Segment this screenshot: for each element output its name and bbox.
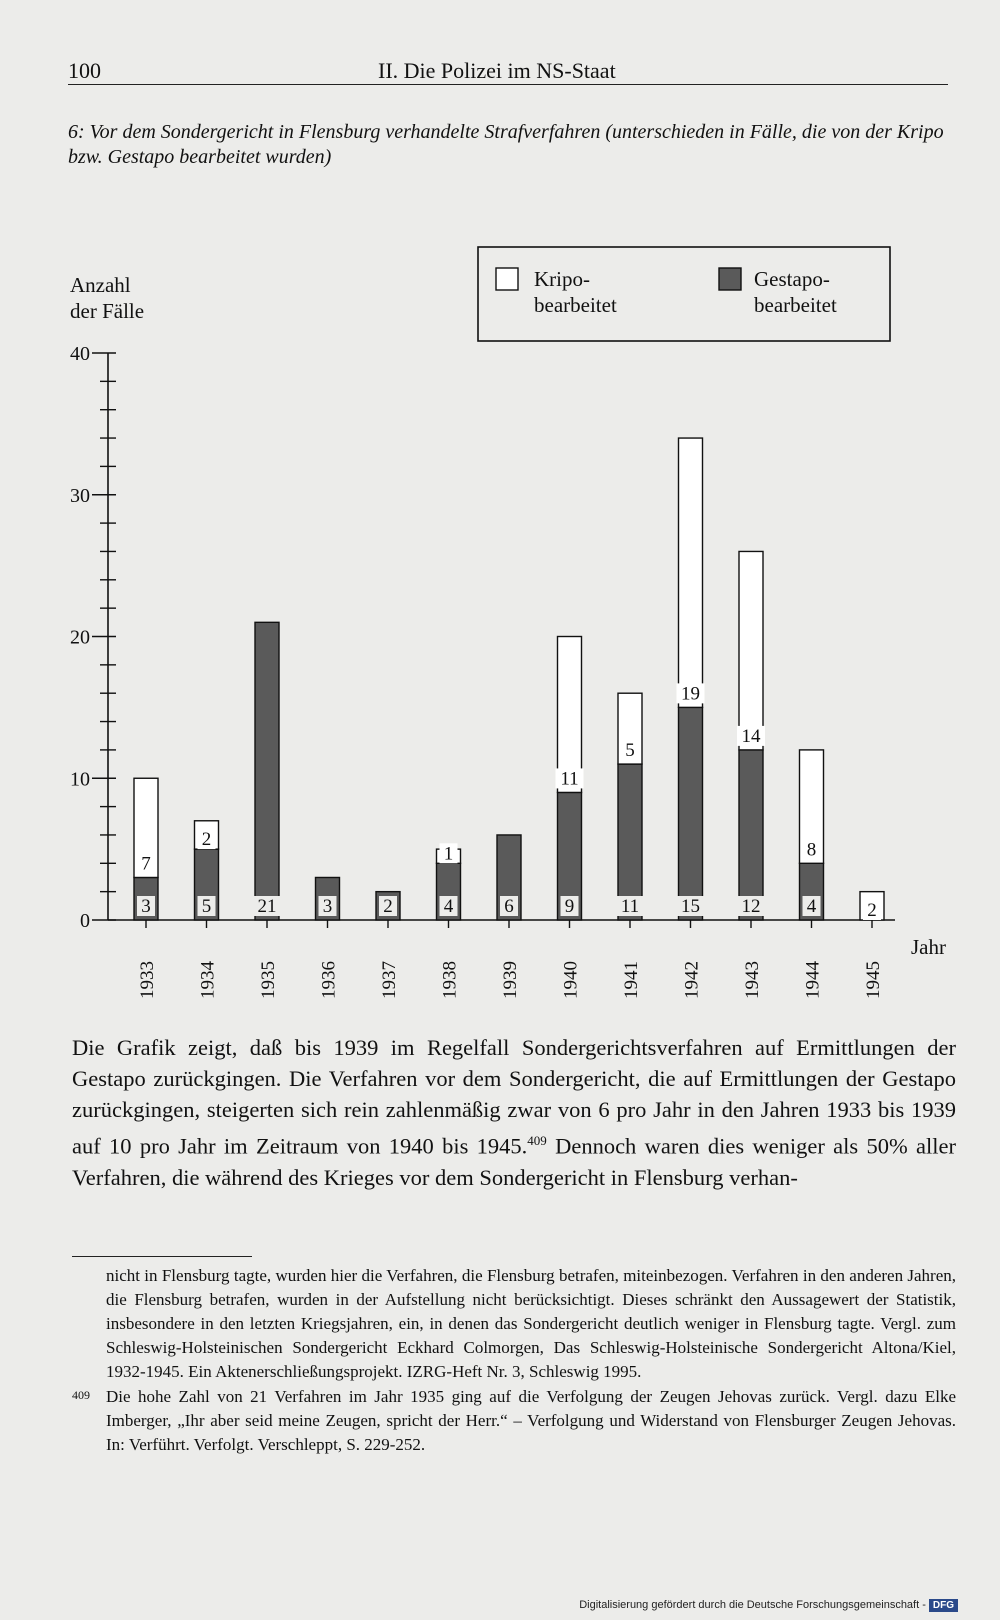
footnotes — [72, 1264, 956, 1457]
footnote-continuation: nicht in Flensburg tagte, wurden hier die Verfahren, die Flensburg betrafen, miteinbezogen. Verfahren in den anderen Jahren, die Flensburg betrafen, wurden in der Aufstellung nicht berücksichtigt. Dieses schränkt den Aussagewert der Statistik, insbesondere in den letzten Kriegsjahren, ein, in denen das Sondergericht deutlich weniger in Flensburg tagte. Vergl. zum Schleswig-Holsteinischen Sondergericht Eckhard Colmorgen, Das Schleswig-Holsteinische Sondergericht Altona/Kiel, 1932-1945. Ein Aktenerschließungsprojekt. IZRG-Heft Nr. 3, Schleswig 1995. — [106, 1266, 956, 1381]
data-label-gestapo-1943: 12 — [741, 896, 761, 917]
figure-caption-text: 6: Vor dem Sondergericht in Flensburg verhandelte Strafverfahren (unterschieden in Fälle, die von der Kripo bzw. Gestapo bearbeitet wurden) — [68, 121, 944, 168]
data-label-gestapo-1935: 21 — [257, 896, 277, 917]
x-tick-label-1941: 1941 — [621, 961, 642, 999]
x-tick-label-1936: 1936 — [318, 961, 340, 999]
running-title: II. Die Polizei im NS-Staat — [378, 58, 616, 83]
y-tick-label: 10 — [70, 768, 90, 791]
x-tick-label-1934: 1934 — [197, 961, 219, 999]
data-label-kripo-1945: 2 — [867, 900, 877, 921]
footnote-409 — [72, 1385, 956, 1457]
data-label-gestapo-1942: 15 — [681, 896, 700, 917]
x-tick-label-1939: 1939 — [500, 961, 521, 999]
y-tick-label: 20 — [70, 626, 90, 649]
legend-label-kripo-line1: Kripo- — [534, 267, 590, 291]
x-tick-label-1938: 1938 — [439, 961, 461, 999]
data-label-gestapo-1939: 6 — [504, 896, 514, 917]
body-paragraph — [72, 1032, 956, 1193]
bar-gestapo-1935 — [255, 622, 279, 920]
dfg-logo: DFG — [929, 1599, 958, 1612]
data-label-gestapo-1933: 3 — [141, 896, 151, 917]
x-tick-label-1945: 1945 — [863, 961, 884, 999]
x-tick-label-1942: 1942 — [681, 961, 703, 999]
data-label-gestapo-1938: 4 — [443, 896, 454, 917]
x-tick-label-1935: 1935 — [258, 961, 279, 999]
data-label-gestapo-1944: 4 — [806, 896, 817, 917]
bar-gestapo-1942 — [679, 707, 703, 920]
data-label-gestapo-1937: 2 — [383, 896, 393, 917]
bar-gestapo-1943 — [739, 750, 763, 920]
data-label-gestapo-1940: 9 — [564, 896, 575, 917]
digitization-note-text: Digitalisierung gefördert durch die Deutsche Forschungsgemeinschaft - — [579, 1599, 926, 1611]
legend-label-gestapo-line1: Gestapo- — [754, 267, 830, 291]
x-tick-label-1943: 1943 — [742, 961, 763, 999]
data-label-gestapo-1934: 5 — [201, 896, 212, 917]
bar-kripo-1942 — [679, 438, 703, 707]
y-tick-label: 40 — [70, 343, 90, 365]
bar-kripo-1943 — [739, 551, 763, 749]
x-axis-title: Jahr — [911, 935, 946, 959]
data-label-kripo-1938: 1 — [443, 843, 454, 865]
x-tick-label-1940: 1940 — [560, 961, 582, 999]
footnote-409-number: 409 — [72, 1388, 90, 1402]
body-paragraph-continuation: Dennoch waren dies weniger als 50% aller Verfahren, die während des Krieges vor dem Sondergericht in Flensburg verhan- — [72, 1133, 956, 1190]
data-label-kripo-1943: 14 — [741, 725, 761, 747]
footnote-rule — [72, 1256, 252, 1257]
digitization-note — [579, 1599, 958, 1612]
legend-label-kripo-line2: bearbeitet — [534, 293, 617, 317]
data-label-gestapo-1941: 11 — [620, 896, 640, 917]
body-paragraph-text: Die Grafik zeigt, daß bis 1939 im Regelfall Sondergerichtsverfahren auf Ermittlungen der Gestapo zurückgingen. Die Verfahren vor dem Sondergericht, die auf Ermittlungen der Gestapo zurückgingen, steigerten sich rein zahlenmäßig zwar von 6 pro Jahr in den Jahren 1933 bis 1939 auf 10 pro Jahr im Zeitraum von 1940 bis 1945. — [72, 1035, 956, 1159]
data-label-kripo-1942: 19 — [681, 683, 700, 705]
data-label-kripo-1944: 8 — [806, 839, 817, 861]
data-label-gestapo-1936: 3 — [322, 896, 333, 917]
y-tick-label: 0 — [80, 910, 90, 932]
y-axis-title-line2: der Fälle — [70, 299, 145, 323]
y-tick-label: 30 — [70, 484, 90, 507]
legend-swatch-kripo — [496, 268, 518, 290]
data-label-kripo-1933: 7 — [141, 853, 151, 875]
x-tick-label-1933: 1933 — [137, 961, 158, 999]
data-label-kripo-1934: 2 — [201, 829, 212, 851]
data-label-kripo-1940: 11 — [560, 768, 579, 790]
footnote-reference[interactable]: 409 — [527, 1133, 547, 1148]
y-axis-title-line1: Anzahl — [70, 273, 131, 297]
x-tick-label-1944: 1944 — [802, 961, 824, 999]
legend-label-gestapo-line2: bearbeitet — [754, 293, 837, 317]
data-label-kripo-1941: 5 — [625, 740, 635, 762]
footnote-409-text: Die hohe Zahl von 21 Verfahren im Jahr 1935 ging auf die Verfolgung der Zeugen Jehovas zurück. Vergl. dazu Elke Imberger, „Ihr aber seid meine Zeugen, spricht der Herr.“ – Verfolgung und Widerstand von Flensburger Zeugen Jehovas. In: Verführt. Verfolgt. Verschleppt, S. 229-252. — [106, 1387, 956, 1454]
x-tick-label-1937: 1937 — [379, 961, 400, 999]
legend-swatch-gestapo — [719, 268, 741, 290]
page-number: 100 — [68, 58, 101, 83]
